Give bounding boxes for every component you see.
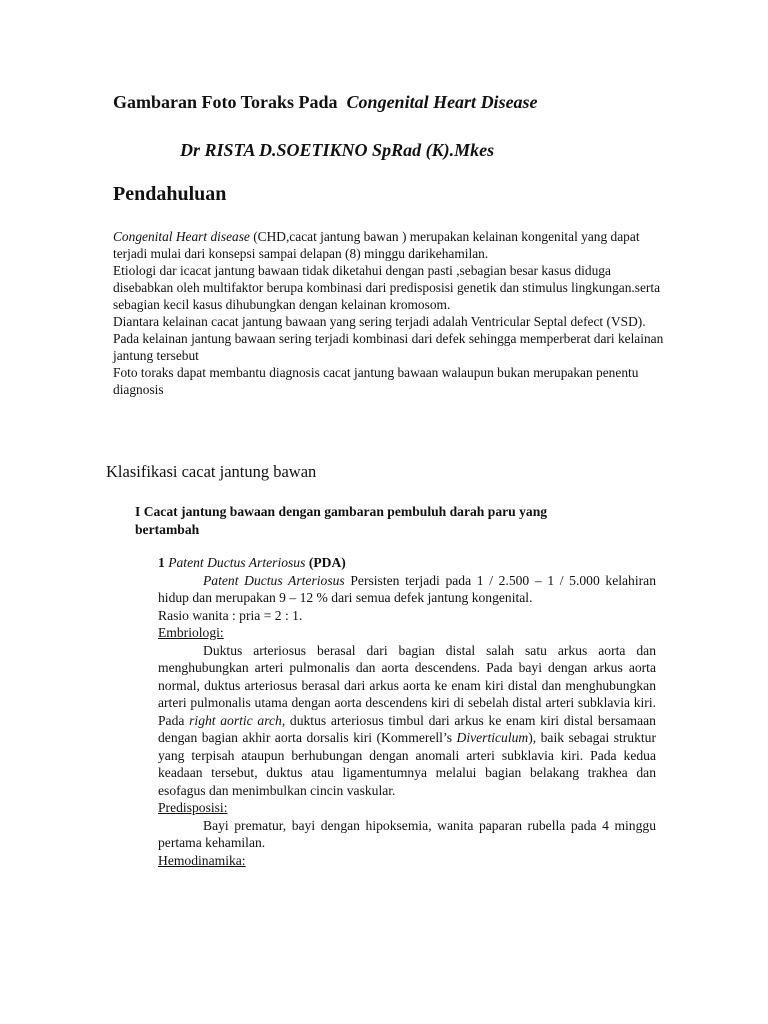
- intro-paragraph-1: [113, 228, 673, 262]
- intro-paragraph-4: Pada kelainan jantung bawaan sering terjadi kombinasi dari defek sehingga memperberat dari kelainan jantung tersebut: [113, 331, 664, 363]
- pda-incidence-text: Persisten terjadi pada 1 / 2.500 – 1 / 5.000 kelahiran hidup dan merupakan 9 – 12 % dari semua defek jantung kongenital.: [158, 572, 656, 605]
- intro-p1-italic: Congenital Heart disease: [113, 229, 250, 244]
- embr-text-e: ), baik sebagai struktur yang terpisah ataupun berhubungan dengan anomali arteri subklavia kiri. Pada kedua keadaan tersebut, duktus atau ligamentumnya melalui bagian belakang trakhea dan esofagus dan menimbulkan cincin vaskular.: [158, 730, 657, 798]
- pda-number: 1: [158, 555, 165, 570]
- title-text: Gambaran Foto Toraks Pada: [113, 92, 338, 112]
- predisposisi-paragraph: Bayi prematur, bayi dengan hipoksemia, wanita paparan rubella pada 4 minggu pertama kehamilan.: [158, 817, 656, 850]
- intro-paragraph-5: Foto toraks dapat membantu diagnosis cacat jantung bawaan walaupun bukan merupakan penentu diagnosis: [113, 365, 639, 397]
- embr-text-a: Duktus arteriosus berasal dari bagian distal salah satu arkus aorta dan menghubungkan arteri pulmonalis dan aorta descendens. Pada bayi dengan arkus aorta normal, duktus arteriosus berasal dari arkus aorta ke enam kiri distal dan menghubungkan arteri pulmonalis utama dengan aorta descendens kiri di sebelah distal arteri subklavia kiri. Pada: [158, 642, 656, 728]
- pda-incidence-italic: Patent Ductus Arteriosus: [203, 572, 345, 588]
- predisposisi-heading: Predisposisi:: [158, 800, 228, 815]
- intro-body: [113, 228, 673, 398]
- title-italic: Congenital Heart Disease: [346, 92, 538, 112]
- classification-heading: Klasifikasi cacat jantung bawan: [106, 462, 317, 481]
- embriologi-paragraph: [158, 642, 656, 800]
- embr-italic-d: Diverticulum: [456, 730, 529, 745]
- embr-italic-b: right aortic arch,: [189, 712, 286, 728]
- pda-section: [158, 554, 656, 869]
- intro-paragraph-3: Diantara kelainan cacat jantung bawaan yang sering terjadi adalah Ventricular Septal defect (VSD).: [113, 314, 646, 329]
- pda-ratio: Rasio wanita : pria = 2 : 1.: [158, 607, 303, 623]
- pda-name: Patent Ductus Arteriosus: [168, 555, 306, 570]
- intro-heading: Pendahuluan: [113, 183, 227, 205]
- author-line: Dr RISTA D.SOETIKNO SpRad (K).Mkes: [180, 140, 495, 160]
- pda-incidence-paragraph: [158, 572, 656, 607]
- embriologi-heading: Embriologi:: [158, 625, 224, 640]
- hemodinamika-heading: Hemodinamika:: [158, 852, 246, 868]
- pda-heading: [158, 554, 656, 572]
- document-title: [113, 92, 538, 113]
- section-1-heading: I Cacat jantung bawaan dengan gambaran pembuluh darah paru yang bertambah: [135, 504, 548, 537]
- embr-text-c: duktus arteriosus timbul dari arkus ke enam kiri distal bersamaan dengan bagian akhir aorta dorsalis kiri (Kommerell’s: [158, 712, 656, 745]
- intro-paragraph-2: Etiologi dar icacat jantung bawaan tidak diketahui dengan pasti ,sebagian besar kasus diduga disebabkan oleh multifaktor berupa kombinasi dari predisposisi genetik dan stimulus lingkungan.serta sebagian kecil kasus dihubungkan dengan kelainan kromosom.: [113, 263, 661, 312]
- pda-abbr: (PDA): [308, 555, 346, 570]
- intro-p1-rest: (CHD,cacat jantung bawan ) merupakan kelainan kongenital yang dapat terjadi mulai dari konsepsi sampai delapan (8) minggu darikehamilan.: [113, 229, 640, 261]
